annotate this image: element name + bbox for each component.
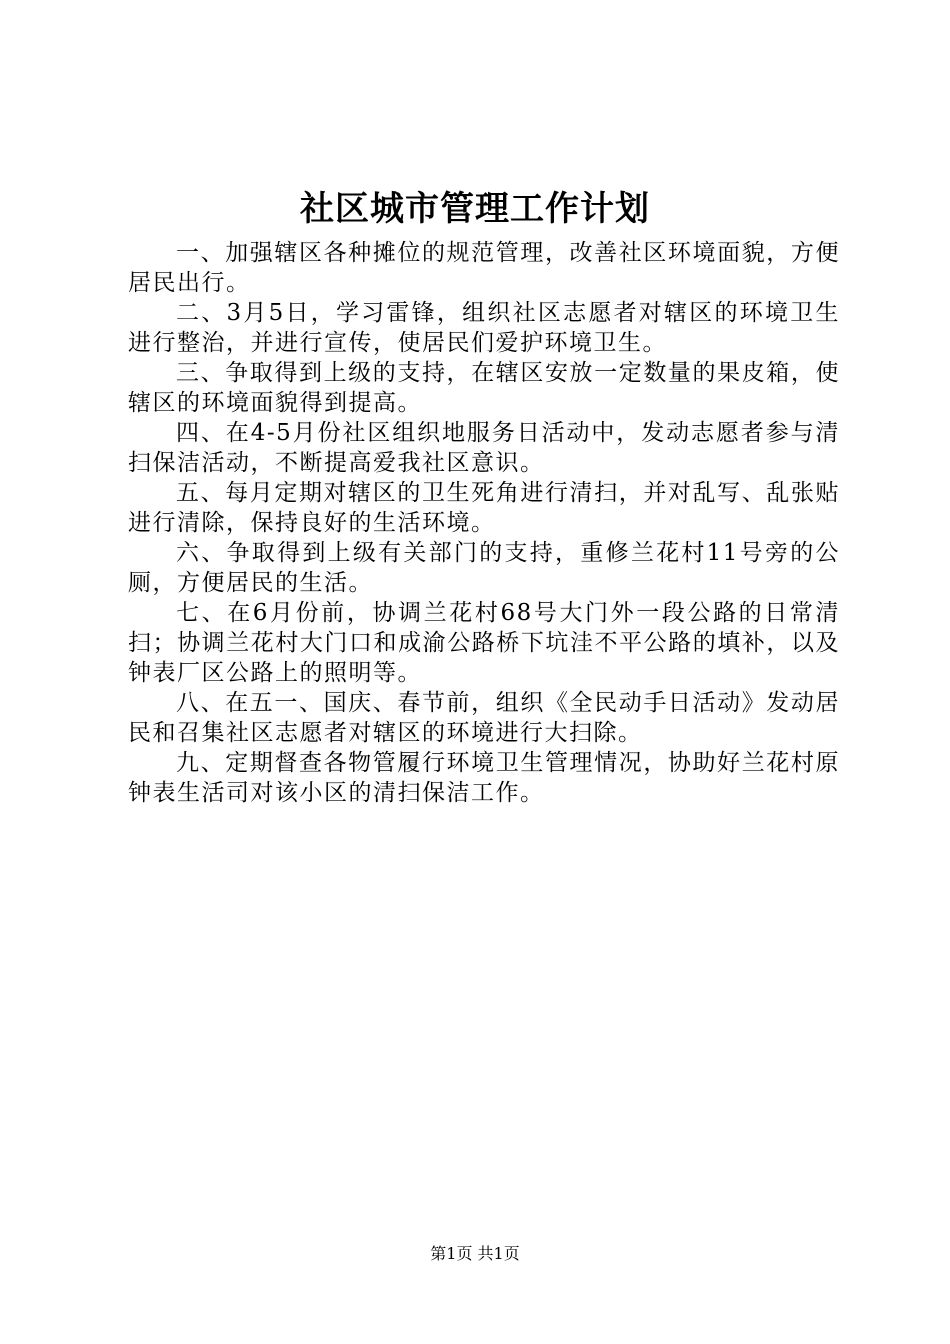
paragraph-4: 四、在4-5月份社区组织地服务日活动中，发动志愿者参与清扫保洁活动，不断提高爱我社区意识。 xyxy=(128,420,840,476)
paragraph-8: 八、在五一、国庆、春节前，组织《全民动手日活动》发动居民和召集社区志愿者对辖区的环境进行大扫除。 xyxy=(128,690,840,746)
paragraph-5: 五、每月定期对辖区的卫生死角进行清扫，并对乱写、乱张贴进行清除，保持良好的生活环境。 xyxy=(128,480,840,536)
paragraph-2: 二、3月5日，学习雷锋，组织社区志愿者对辖区的环境卫生进行整治，并进行宣传，使居民们爱护环境卫生。 xyxy=(128,300,840,356)
document-body xyxy=(128,238,840,808)
paragraph-3: 三、争取得到上级的支持，在辖区安放一定数量的果皮箱，使辖区的环境面貌得到提高。 xyxy=(128,360,840,416)
paragraph-6: 六、争取得到上级有关部门的支持，重修兰花村11号旁的公厕，方便居民的生活。 xyxy=(128,540,840,596)
page-footer: 第1页 共1页 xyxy=(430,1244,520,1263)
paragraph-1: 一、加强辖区各种摊位的规范管理，改善社区环境面貌，方便居民出行。 xyxy=(128,240,840,296)
document-title: 社区城市管理工作计划 xyxy=(300,189,650,229)
paragraph-7: 七、在6月份前，协调兰花村68号大门外一段公路的日常清扫；协调兰花村大门口和成渝公路桥下坑洼不平公路的填补，以及钟表厂区公路上的照明等。 xyxy=(128,600,840,686)
paragraph-9: 九、定期督查各物管履行环境卫生管理情况，协助好兰花村原钟表生活司对该小区的清扫保洁工作。 xyxy=(128,750,840,806)
